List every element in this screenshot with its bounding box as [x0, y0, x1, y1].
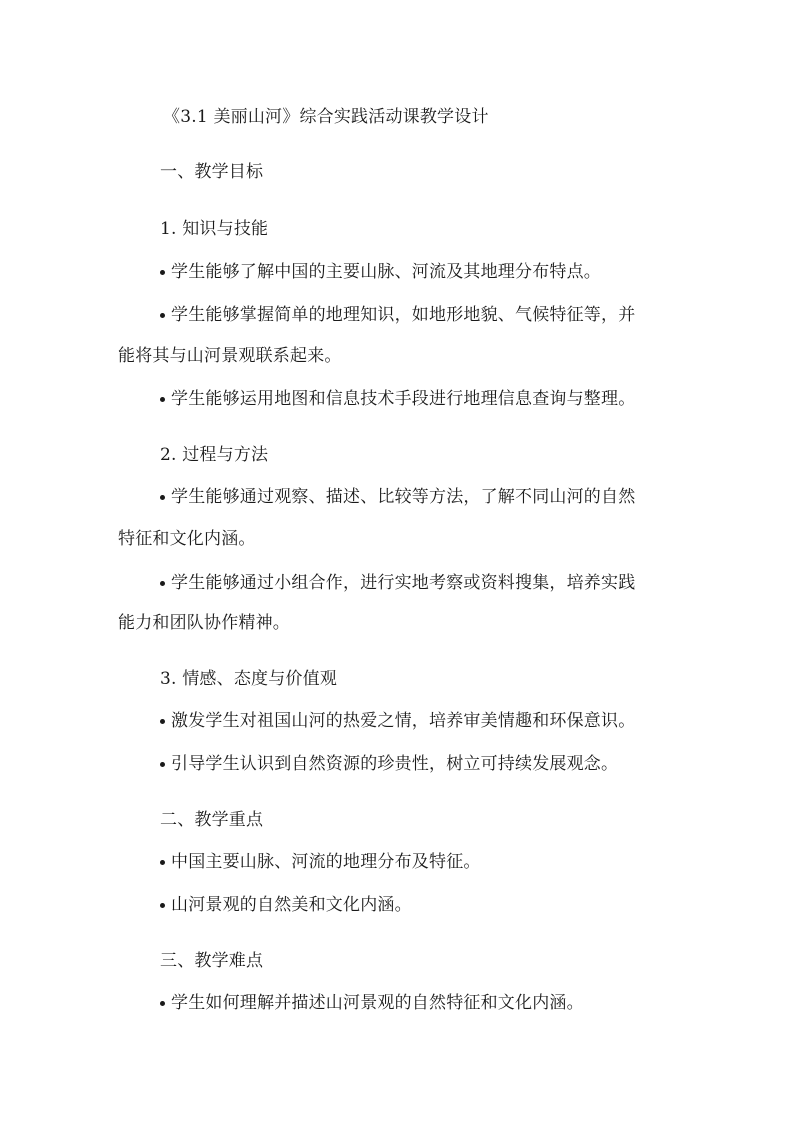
bullet-item: 学生能够了解中国的主要山脉、河流及其地理分布特点。: [160, 261, 601, 283]
bullet-item: 学生如何理解并描述山河景观的自然特征和文化内涵。: [160, 992, 584, 1014]
bullet-dot-icon: [160, 495, 165, 500]
bullet-dot-icon: [160, 1001, 165, 1006]
section-heading-difficulties: 三、教学难点: [160, 951, 264, 971]
bullet-item: 引导学生认识到自然资源的珍贵性，树立可持续发展观念。: [160, 753, 618, 775]
bullet-continuation: 特征和文化内涵。: [118, 529, 256, 549]
bullet-dot-icon: [160, 903, 165, 908]
bullet-item: 中国主要山脉、河流的地理分布及特征。: [160, 851, 481, 873]
bullet-continuation: 能将其与山河景观联系起来。: [118, 346, 342, 366]
bullet-item: 学生能够掌握简单的地理知识，如地形地貌、气候特征等，并: [160, 304, 635, 326]
bullet-item: 山河景观的自然美和文化内涵。: [160, 894, 412, 916]
bullet-dot-icon: [160, 762, 165, 767]
subsection-knowledge-skills: 1. 知识与技能: [160, 219, 269, 239]
subsection-emotion-values: 3. 情感、态度与价值观: [160, 669, 338, 689]
subsection-process-methods: 2. 过程与方法: [160, 445, 269, 465]
bullet-item: 激发学生对祖国山河的热爱之情，培养审美情趣和环保意识。: [160, 710, 635, 732]
bullet-continuation: 能力和团队协作精神。: [118, 613, 290, 633]
bullet-item: 学生能够通过小组合作，进行实地考察或资料搜集，培养实践: [160, 572, 635, 594]
bullet-dot-icon: [160, 581, 165, 586]
section-heading-objectives: 一、教学目标: [160, 162, 264, 182]
bullet-dot-icon: [160, 397, 165, 402]
bullet-dot-icon: [160, 313, 165, 318]
bullet-dot-icon: [160, 860, 165, 865]
bullet-item: 学生能够运用地图和信息技术手段进行地理信息查询与整理。: [160, 388, 635, 410]
bullet-dot-icon: [160, 270, 165, 275]
section-heading-key-points: 二、教学重点: [160, 810, 264, 830]
bullet-item: 学生能够通过观察、描述、比较等方法，了解不同山河的自然: [160, 486, 635, 508]
bullet-dot-icon: [160, 719, 165, 724]
document-title: 《3.1 美丽山河》综合实践活动课教学设计: [163, 107, 489, 127]
